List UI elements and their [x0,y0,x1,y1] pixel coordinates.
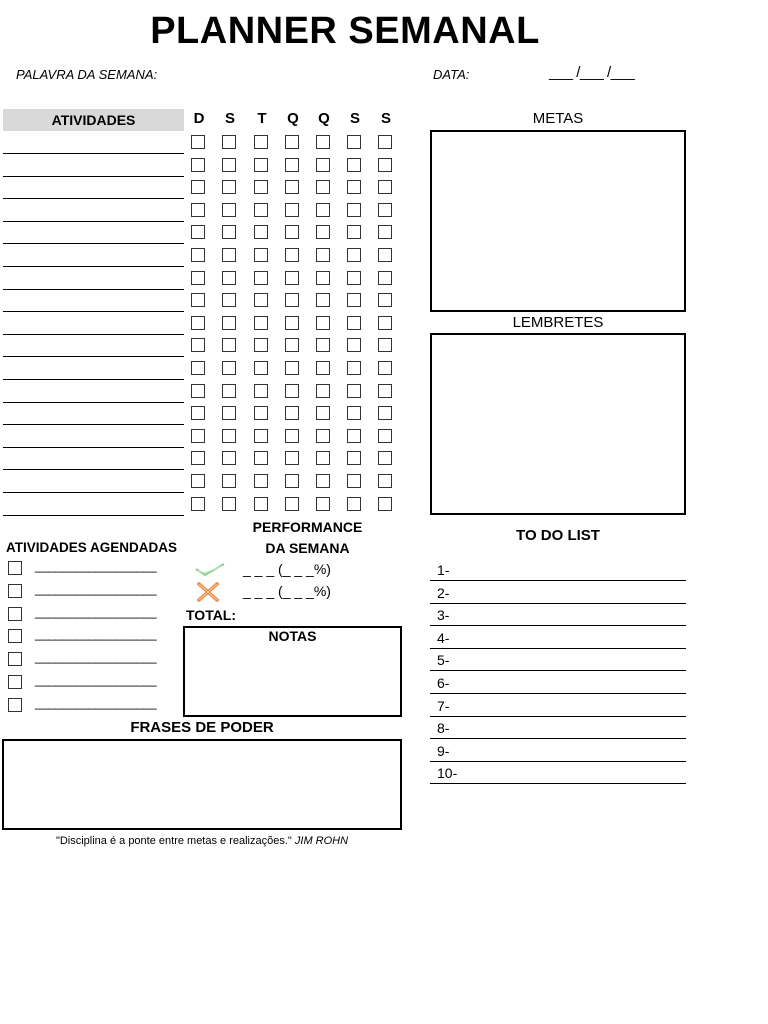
day-checkbox[interactable] [285,135,299,149]
scheduled-checkbox[interactable] [8,561,22,575]
todo-item-number: 5- [437,652,450,669]
day-checkbox[interactable] [285,203,299,217]
activity-line[interactable] [3,266,184,267]
day-header: D [193,110,205,127]
day-checkbox[interactable] [222,338,236,352]
scheduled-blank[interactable]: __________________ [35,580,157,596]
day-checkbox[interactable] [316,135,330,149]
day-checkbox[interactable] [378,406,392,420]
day-checkbox[interactable] [316,203,330,217]
day-checkbox[interactable] [378,451,392,465]
day-checkbox[interactable] [285,293,299,307]
scheduled-checkbox[interactable] [8,675,22,689]
day-checkbox[interactable] [316,384,330,398]
todo-item-number: 2- [437,584,450,601]
day-checkbox[interactable] [347,203,361,217]
day-checkbox[interactable] [254,158,268,172]
done-count[interactable]: _ _ _ (_ _ _%) [243,561,331,577]
activity-line[interactable] [3,447,184,448]
day-checkbox[interactable] [254,180,268,194]
day-checkbox[interactable] [222,271,236,285]
activity-line[interactable] [3,492,184,493]
day-checkbox[interactable] [378,180,392,194]
day-checkbox[interactable] [285,451,299,465]
day-checkbox[interactable] [378,225,392,239]
day-header: Q [287,110,299,127]
day-checkbox[interactable] [378,474,392,488]
day-checkbox[interactable] [378,497,392,511]
scheduled-checkbox[interactable] [8,652,22,666]
day-checkbox[interactable] [285,225,299,239]
day-checkbox[interactable] [316,474,330,488]
day-checkbox[interactable] [191,248,205,262]
day-checkbox[interactable] [191,451,205,465]
scheduled-blank[interactable]: __________________ [35,649,157,665]
day-header: S [380,110,391,127]
total-label: TOTAL: [186,607,237,623]
day-checkbox[interactable] [347,225,361,239]
notes-title: NOTAS [268,628,317,644]
day-checkbox[interactable] [254,474,268,488]
day-checkbox[interactable] [254,203,268,217]
day-checkbox[interactable] [347,316,361,330]
day-checkbox[interactable] [191,203,205,217]
day-checkbox[interactable] [191,474,205,488]
day-checkbox[interactable] [222,203,236,217]
activity-line[interactable] [3,402,184,403]
day-checkbox[interactable] [191,316,205,330]
scheduled-checkbox[interactable] [8,629,22,643]
goals-box[interactable] [430,130,686,312]
day-checkbox[interactable] [316,451,330,465]
day-checkbox[interactable] [347,158,361,172]
scheduled-blank[interactable]: __________________ [35,603,157,619]
word-of-week-label: PALAVRA DA SEMANA: [16,67,158,82]
goals-title: METAS [532,110,584,127]
day-checkbox[interactable] [316,158,330,172]
day-checkbox[interactable] [316,180,330,194]
day-header: S [224,110,235,127]
day-checkbox[interactable] [378,316,392,330]
day-checkbox[interactable] [222,316,236,330]
day-checkbox[interactable] [347,406,361,420]
day-checkbox[interactable] [347,361,361,375]
todo-item-line[interactable] [430,580,686,581]
day-checkbox[interactable] [222,180,236,194]
page-title: PLANNER SEMANAL [150,10,540,52]
todo-title: TO DO LIST [516,527,600,544]
day-header: T [257,110,267,127]
date-field[interactable]: ___ /___ /___ [549,64,635,81]
activity-line[interactable] [3,515,184,516]
day-checkbox[interactable] [347,271,361,285]
date-label: DATA: [433,67,470,82]
scheduled-checkbox[interactable] [8,698,22,712]
check-icon [194,560,226,578]
day-checkbox[interactable] [191,429,205,443]
day-checkbox[interactable] [285,338,299,352]
todo-item-number: 3- [437,607,450,624]
day-checkbox[interactable] [378,248,392,262]
day-checkbox[interactable] [316,429,330,443]
scheduled-title: ATIVIDADES AGENDADAS [6,540,178,555]
day-checkbox[interactable] [254,316,268,330]
todo-item-line[interactable] [430,603,686,604]
day-checkbox[interactable] [222,451,236,465]
day-header: Q [318,110,330,127]
day-checkbox[interactable] [285,384,299,398]
day-checkbox[interactable] [222,158,236,172]
todo-item-number: 9- [437,742,450,759]
day-checkbox[interactable] [316,497,330,511]
day-checkbox[interactable] [222,384,236,398]
performance-title-line2: DA SEMANA [265,540,350,556]
quote [2,835,402,847]
day-checkbox[interactable] [222,225,236,239]
todo-item-number: 6- [437,675,450,691]
day-checkbox[interactable] [222,293,236,307]
day-checkbox[interactable] [347,497,361,511]
activity-line[interactable] [3,311,184,312]
day-checkbox[interactable] [378,384,392,398]
activity-line[interactable] [3,379,184,380]
todo-item-number: 4- [437,629,450,646]
day-checkbox[interactable] [191,406,205,420]
quote-author: JIM ROHN [294,835,349,847]
performance-title-line1: PERFORMANCE [252,519,363,535]
day-checkbox[interactable] [254,384,268,398]
day-checkbox[interactable] [191,180,205,194]
day-checkbox[interactable] [347,384,361,398]
day-checkbox[interactable] [222,429,236,443]
day-checkbox[interactable] [191,497,205,511]
day-checkbox[interactable] [254,271,268,285]
day-checkbox[interactable] [222,361,236,375]
activity-line[interactable] [3,243,184,244]
day-checkbox[interactable] [222,497,236,511]
day-checkbox[interactable] [222,135,236,149]
day-checkbox[interactable] [191,338,205,352]
scheduled-blank[interactable]: __________________ [35,672,157,687]
day-checkbox[interactable] [347,429,361,443]
day-checkbox[interactable] [316,271,330,285]
day-checkbox[interactable] [378,135,392,149]
missed-count[interactable]: _ _ _ (_ _ _%) [243,583,331,599]
day-checkbox[interactable] [254,135,268,149]
day-checkbox[interactable] [316,248,330,262]
day-checkbox[interactable] [378,271,392,285]
day-checkbox[interactable] [316,361,330,375]
power-phrases-title: FRASES DE PODER [130,719,274,736]
day-checkbox[interactable] [378,293,392,307]
activity-line[interactable] [3,356,184,357]
day-checkbox[interactable] [378,361,392,375]
reminders-title: LEMBRETES [512,314,604,331]
day-checkbox[interactable] [254,225,268,239]
day-checkbox[interactable] [347,293,361,307]
todo-item-line[interactable] [430,648,686,649]
scheduled-checkbox[interactable] [8,584,22,598]
reminders-box[interactable] [430,333,686,515]
scheduled-checkbox[interactable] [8,607,22,621]
activity-line[interactable] [3,424,184,425]
day-checkbox[interactable] [254,338,268,352]
activity-line[interactable] [3,469,184,470]
day-checkbox[interactable] [347,451,361,465]
todo-item-line[interactable] [430,738,686,739]
todo-item-number: 1- [437,562,450,578]
activity-line[interactable] [3,153,184,154]
todo-item-line[interactable] [430,625,686,626]
day-checkbox[interactable] [347,474,361,488]
scheduled-blank[interactable]: __________________ [35,558,157,573]
activity-line[interactable] [3,289,184,290]
todo-item-number: 7- [437,697,450,714]
todo-item-line[interactable] [430,693,686,694]
day-checkbox[interactable] [254,361,268,375]
todo-item-number: 8- [437,720,450,737]
day-checkbox[interactable] [191,135,205,149]
day-checkbox[interactable] [378,429,392,443]
day-checkbox[interactable] [222,474,236,488]
day-checkbox[interactable] [285,316,299,330]
day-checkbox[interactable] [191,293,205,307]
day-checkbox[interactable] [347,248,361,262]
todo-item-line[interactable] [430,761,686,762]
activity-line[interactable] [3,334,184,335]
day-checkbox[interactable] [254,293,268,307]
day-checkbox[interactable] [254,451,268,465]
day-checkbox[interactable] [285,429,299,443]
scheduled-blank[interactable]: __________________ [35,694,157,710]
day-checkbox[interactable] [285,248,299,262]
day-checkbox[interactable] [222,248,236,262]
activity-line[interactable] [3,176,184,177]
day-checkbox[interactable] [254,497,268,511]
cross-icon [196,582,220,602]
day-checkbox[interactable] [285,158,299,172]
day-checkbox[interactable] [378,203,392,217]
day-checkbox[interactable] [191,384,205,398]
day-checkbox[interactable] [316,225,330,239]
day-checkbox[interactable] [378,338,392,352]
day-checkbox[interactable] [285,180,299,194]
day-checkbox[interactable] [254,429,268,443]
scheduled-blank[interactable]: __________________ [35,626,157,642]
day-checkbox[interactable] [191,225,205,239]
day-checkbox[interactable] [191,158,205,172]
day-header: S [349,110,360,127]
activity-line[interactable] [3,221,184,222]
todo-item-line[interactable] [430,783,686,784]
day-checkbox[interactable] [316,406,330,420]
todo-item-number: 10- [437,765,458,782]
day-checkbox[interactable] [316,316,330,330]
day-checkbox[interactable] [254,248,268,262]
day-checkbox[interactable] [285,361,299,375]
day-checkbox[interactable] [378,158,392,172]
day-checkbox[interactable] [285,474,299,488]
day-checkbox[interactable] [347,135,361,149]
activities-header: ATIVIDADES [3,109,184,131]
activity-line[interactable] [3,198,184,199]
power-phrases-box[interactable] [2,739,402,830]
day-checkbox[interactable] [347,180,361,194]
day-checkbox[interactable] [316,293,330,307]
todo-item-line[interactable] [430,670,686,671]
day-checkbox[interactable] [316,338,330,352]
day-checkbox[interactable] [285,406,299,420]
day-checkbox[interactable] [222,406,236,420]
day-checkbox[interactable] [191,361,205,375]
quote-text: "Disciplina é a ponte entre metas e realizações." [55,835,292,847]
day-checkbox[interactable] [254,406,268,420]
todo-item-line[interactable] [430,716,686,717]
day-checkbox[interactable] [347,338,361,352]
day-checkbox[interactable] [285,497,299,511]
day-checkbox[interactable] [285,271,299,285]
day-checkbox[interactable] [191,271,205,285]
